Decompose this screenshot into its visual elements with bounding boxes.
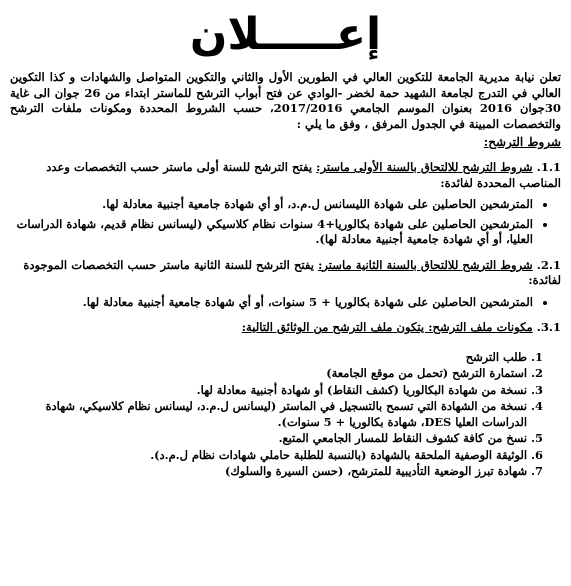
section-3-1 xyxy=(10,320,561,336)
list-item: • المترشحين الحاصلين على شهادة الليسانس ل.م.د، أو أي شهادة جامعية أجنبية معادلة لها. xyxy=(10,197,533,213)
list-item: 5. نسخ من كافة كشوف النقاط للمسار الجامعي المتبع. xyxy=(10,431,527,447)
section-2-1-text: يفتح الترشح للسنة الثانية ماستر حسب التخصصات الموجودة لفائدة: xyxy=(23,257,561,287)
list-item: 2. استمارة الترشح (تحمل من موقع الجامعة) xyxy=(10,366,527,382)
list-item: 3. نسخة من شهادة البكالوريا (كشف النقاط) أو شهادة أجنبية معادلة لها. xyxy=(10,383,527,399)
documents-list xyxy=(10,350,561,480)
list-item: • المترشحين الحاصلين على شهادة بكالوريا+4 سنوات نظام كلاسيكي (ليسانس نظام قديم، شهادة الدراسات العليا، أو أي شهادة جامعية أجنبية معادلة لها). xyxy=(10,217,533,248)
section-3-1-number: 3.1. xyxy=(536,320,561,334)
section-title: شروط الترشح: xyxy=(483,135,561,149)
title-block xyxy=(10,8,561,66)
section-2-1-number: 2.1. xyxy=(536,257,561,272)
section-2-1-label: شروط الترشح للالتحاق بالسنة الثانية ماستر: xyxy=(318,257,533,272)
list-item: • المترشحين الحاصلين على شهادة بكالوريا + 5 سنوات، أو أي شهادة جامعية أجنبية معادلة لها. xyxy=(10,295,533,311)
section-1-1-list xyxy=(10,197,561,248)
section-3-1-label: مكونات ملف الترشح: xyxy=(428,320,533,334)
section-1-1-number: 1.1. xyxy=(536,160,561,174)
intro-paragraph: تعلن نيابة مديرية الجامعة للتكوين العالي في الطورين الأول والثاني والتكوين المتواصل والشهادات و كذا التكوين العالي في التدرج لجامعة الشهيد حمة لخضر -الوادي عن فتح أبواب الترشح للماستر ابتداء من 26 جوان الى غاية 30جوان 2016 بعنوان الموسم الجامعي 2017/2016، حسب الشروط المحددة ومكونات ملفات الترشح والتخصصات المبينة في الجدول المرفق ، وفق ما يلي : xyxy=(10,70,561,131)
section-2-1-list xyxy=(10,295,561,311)
section-2-1 xyxy=(10,258,561,289)
list-item: 7. شهادة تبرز الوضعية التأديبية للمترشح، (حسن السيرة والسلوك) xyxy=(10,464,527,480)
page-title: إعـــــلان xyxy=(189,9,382,60)
section-3-1-text: يتكون ملف الترشح من الوثائق التالية: xyxy=(241,320,429,334)
section-1-1-text: يفتح الترشح للسنة أولى ماستر حسب التخصصات وعدد المناصب المحددة لفائدة: xyxy=(46,160,561,190)
list-item: 6. الوثيقة الوصفية الملحقة بالشهادة (بالنسبة للطلبة حاملي شهادات نظام ل.م.د). xyxy=(10,448,527,464)
list-item: 4. نسخة من الشهادة التي تسمح بالتسجيل في الماستر (ليسانس ل.م.د، ليسانس نظام كلاسيكي، شهادة الدراسات العليا DES، شهادة بكالوريا + 5 سنوات). xyxy=(10,399,527,430)
section-1-1 xyxy=(10,160,561,191)
list-item: 1. طلب الترشح xyxy=(10,350,527,366)
section-1-1-label: شروط الترشح للالتحاق بالسنة الأولى ماستر: xyxy=(316,160,533,174)
